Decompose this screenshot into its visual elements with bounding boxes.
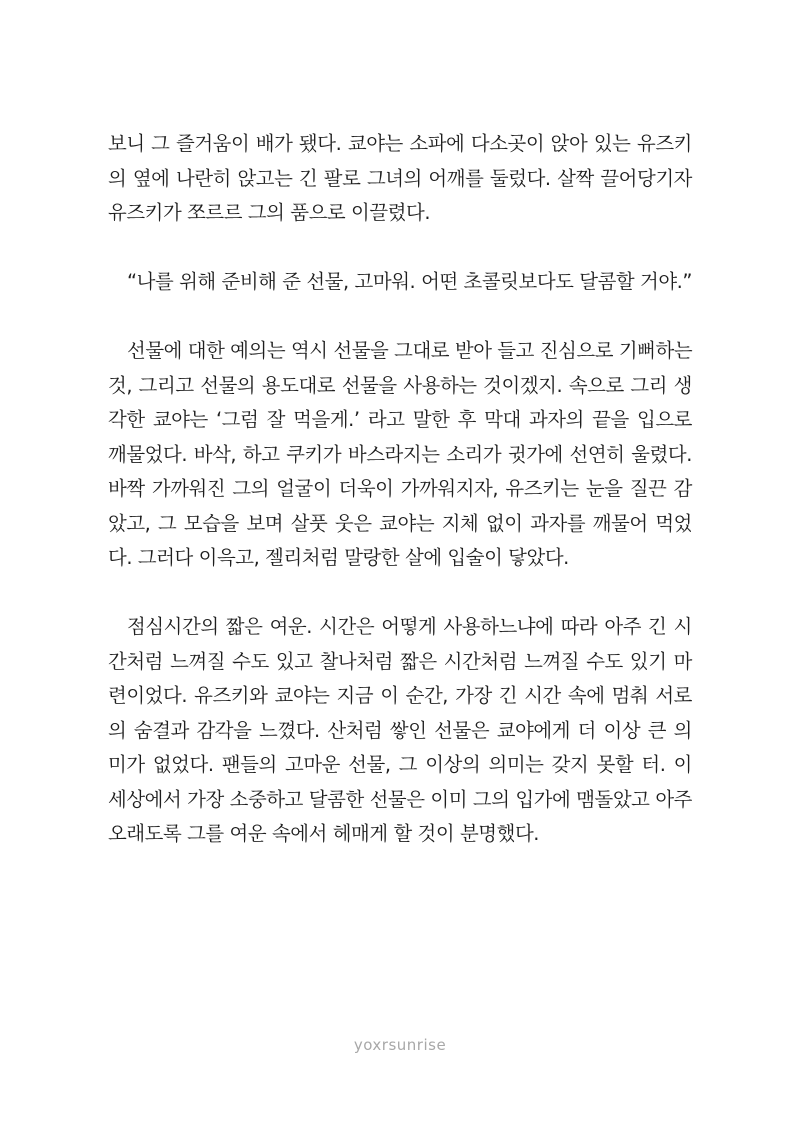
paragraph-3 (108, 334, 692, 576)
text-line: 세상에서 가장 소중하고 달콤한 선물은 이미 그의 입가에 맴돌았고 아주 (108, 787, 692, 811)
text-line: 았고, 그 모습을 보며 살풋 웃은 쿄야는 지체 없이 과자를 깨물어 먹었 (108, 511, 692, 535)
text-line: 오래도록 그를 여운 속에서 헤매게 할 것이 분명했다. (108, 822, 540, 845)
paragraph-4 (108, 610, 692, 852)
text-line: 보니 그 즐거움이 배가 됐다. 쿄야는 소파에 다소곳이 앉아 있는 유즈키 (108, 132, 692, 155)
text-line: 의 숨결과 감각을 느꼈다. 산처럼 쌓인 선물은 쿄야에게 더 이상 큰 의 (108, 718, 692, 742)
paragraph-1 (108, 127, 692, 231)
text-line: 각한 쿄야는 ‘그럼 잘 먹을게.’ 라고 말한 후 막대 과자의 끝을 입으로 (108, 408, 692, 431)
author-watermark: yoxrsunrise (353, 1036, 447, 1054)
paragraph-gap (108, 576, 692, 611)
dialogue-line: “나를 위해 준비해 준 선물, 고마워. 어떤 초콜릿보다도 달콤할 거야.” (127, 270, 693, 293)
text-line: 점심시간의 짧은 여운. 시간은 어떻게 사용하느냐에 따라 아주 긴 시 (127, 615, 692, 638)
paragraph-2-dialogue (108, 265, 692, 300)
paragraph-gap (108, 231, 692, 266)
text-line: 다. 그러다 이윽고, 젤리처럼 말랑한 살에 입술이 닿았다. (108, 546, 569, 569)
text-line: 바짝 가까워진 그의 얼굴이 더욱이 가까워지자, 유즈키는 눈을 질끈 감 (108, 477, 692, 500)
text-line: 깨물었다. 바삭, 하고 쿠키가 바스라지는 소리가 귓가에 선연히 울렸다. (108, 442, 692, 466)
text-line: 간처럼 느껴질 수도 있고 찰나처럼 짧은 시간처럼 느껴질 수도 있기 마 (108, 649, 692, 673)
story-text (108, 127, 692, 852)
text-line: 유즈키가 쪼르르 그의 품으로 이끌렸다. (108, 201, 431, 224)
text-line: 련이었다. 유즈키와 쿄야는 지금 이 순간, 가장 긴 시간 속에 멈춰 서로 (108, 684, 692, 707)
text-line: 의 옆에 나란히 앉고는 긴 팔로 그녀의 어깨를 둘렀다. 살짝 끌어당기자 (108, 166, 692, 190)
text-line: 것, 그리고 선물의 용도대로 선물을 사용하는 것이겠지. 속으로 그리 생 (108, 373, 692, 397)
paragraph-gap (108, 300, 692, 335)
text-line: 미가 없었다. 팬들의 고마운 선물, 그 이상의 의미는 갖지 못할 터. 이 (108, 753, 692, 776)
text-line: 선물에 대한 예의는 역시 선물을 그대로 받아 들고 진심으로 기뻐하는 (127, 339, 693, 362)
